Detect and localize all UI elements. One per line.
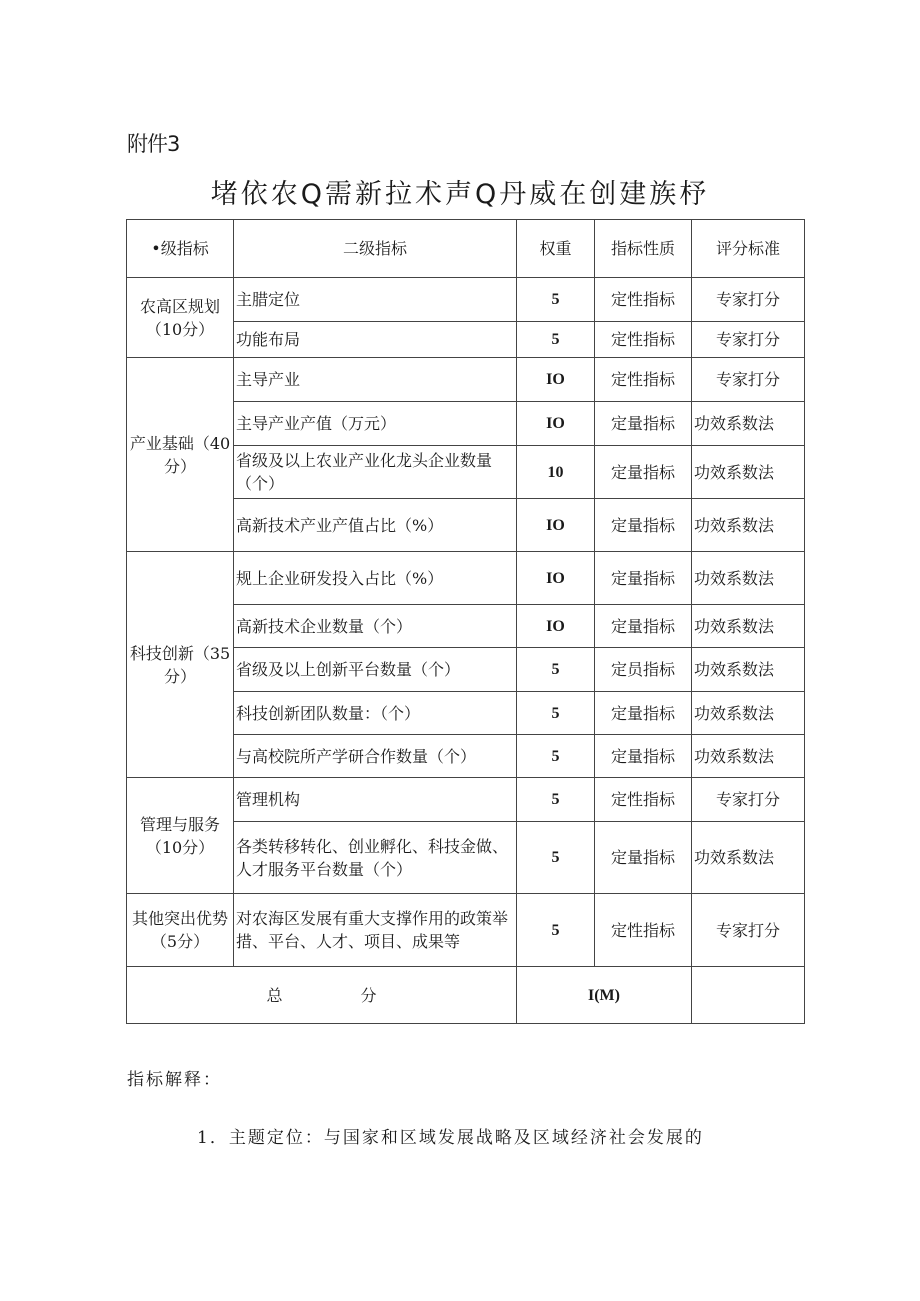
indicator-table (126, 219, 805, 1024)
table-row (127, 894, 805, 967)
indicator-cell: 各类转移转化、创业孵化、科技金做、人才服务平台数量（个） (234, 822, 517, 894)
total-label-2: 分 (360, 985, 377, 1005)
total-label-1: 总 (266, 985, 283, 1005)
weight-cell: 5 (517, 735, 595, 778)
weight-cell: IO (517, 358, 595, 402)
scoring-cell: 功效系数法 (692, 648, 805, 692)
indicator-cell: 与高校院所产学研合作数量（个） (234, 735, 517, 778)
indicator-cell: 对农海区发展有重大支撑作用的政策举措、平台、人才、项目、成果等 (234, 894, 517, 967)
scoring-cell: 专家打分 (692, 894, 805, 967)
weight-cell: 5 (517, 692, 595, 735)
category-cell: 产业基础（40分） (127, 358, 234, 552)
scoring-cell: 功效系数法 (692, 822, 805, 894)
nature-cell: 定性指标 (595, 278, 692, 322)
header-level1: •级指标 (127, 220, 234, 278)
indicator-cell: 主导产业 (234, 358, 517, 402)
table-row (127, 778, 805, 822)
nature-cell: 定性指标 (595, 358, 692, 402)
nature-cell: 定性指标 (595, 778, 692, 822)
indicator-cell: 省级及以上创新平台数量（个） (234, 648, 517, 692)
weight-cell: 5 (517, 894, 595, 967)
indicator-cell: 省级及以上农业产业化龙头企业数量（个） (234, 446, 517, 499)
scoring-cell: 专家打分 (692, 358, 805, 402)
indicator-cell: 主导产业产值（万元） (234, 402, 517, 446)
header-weight: 权重 (517, 220, 595, 278)
notes-title: 指标解释： (127, 1070, 222, 1090)
category-cell: 其他突出优势（5分） (127, 894, 234, 967)
nature-cell: 定量指标 (595, 735, 692, 778)
total-empty-cell (692, 967, 805, 1024)
scoring-cell: 功效系数法 (692, 692, 805, 735)
category-cell: 农高区规划（10分） (127, 278, 234, 358)
nature-cell: 定量指标 (595, 402, 692, 446)
category-cell: 科技创新（35分） (127, 552, 234, 778)
table-row (127, 552, 805, 605)
indicator-cell: 主腊定位 (234, 278, 517, 322)
scoring-cell: 专家打分 (692, 778, 805, 822)
total-row (127, 967, 805, 1024)
total-value-cell: I(M) (517, 967, 692, 1024)
scoring-cell: 专家打分 (692, 278, 805, 322)
indicator-cell: 管理机构 (234, 778, 517, 822)
weight-cell: 5 (517, 278, 595, 322)
weight-cell: 5 (517, 322, 595, 358)
table-row (127, 278, 805, 322)
scoring-cell: 功效系数法 (692, 605, 805, 648)
weight-cell: IO (517, 499, 595, 552)
scoring-cell: 功效系数法 (692, 402, 805, 446)
nature-cell: 定量指标 (595, 446, 692, 499)
indicator-cell: 高新技术企业数量（个） (234, 605, 517, 648)
indicator-cell: 高新技术产业产值占比（%） (234, 499, 517, 552)
table-row (127, 358, 805, 402)
nature-cell: 定量指标 (595, 499, 692, 552)
scoring-cell: 功效系数法 (692, 552, 805, 605)
nature-cell: 定性指标 (595, 322, 692, 358)
attachment-label: 附件3 (127, 132, 180, 156)
indicator-cell: 功能布局 (234, 322, 517, 358)
total-label-cell (127, 967, 517, 1024)
scoring-cell: 功效系数法 (692, 499, 805, 552)
weight-cell: 5 (517, 648, 595, 692)
scoring-cell: 功效系数法 (692, 735, 805, 778)
nature-cell: 定量指标 (595, 552, 692, 605)
table-header-row (127, 220, 805, 278)
weight-cell: 10 (517, 446, 595, 499)
header-level2: 二级指标 (234, 220, 517, 278)
weight-cell: 5 (517, 778, 595, 822)
note-line-1: 1．主题定位：与国家和区域发展战略及区域经济社会发展的 (197, 1128, 704, 1148)
scoring-cell: 功效系数法 (692, 446, 805, 499)
nature-cell: 定量指标 (595, 692, 692, 735)
scoring-cell: 专家打分 (692, 322, 805, 358)
indicator-cell: 科技创新团队数量：（个） (234, 692, 517, 735)
nature-cell: 定量指标 (595, 822, 692, 894)
weight-cell: IO (517, 402, 595, 446)
weight-cell: IO (517, 552, 595, 605)
nature-cell: 定员指标 (595, 648, 692, 692)
header-scoring: 评分标准 (692, 220, 805, 278)
document-title: 堵依农Q需新拉术声Q丹威在创建族杼 (210, 179, 710, 210)
nature-cell: 定量指标 (595, 605, 692, 648)
header-nature: 指标性质 (595, 220, 692, 278)
weight-cell: IO (517, 605, 595, 648)
weight-cell: 5 (517, 822, 595, 894)
indicator-cell: 规上企业研发投入占比（%） (234, 552, 517, 605)
nature-cell: 定性指标 (595, 894, 692, 967)
category-cell: 管理与服务（10分） (127, 778, 234, 894)
